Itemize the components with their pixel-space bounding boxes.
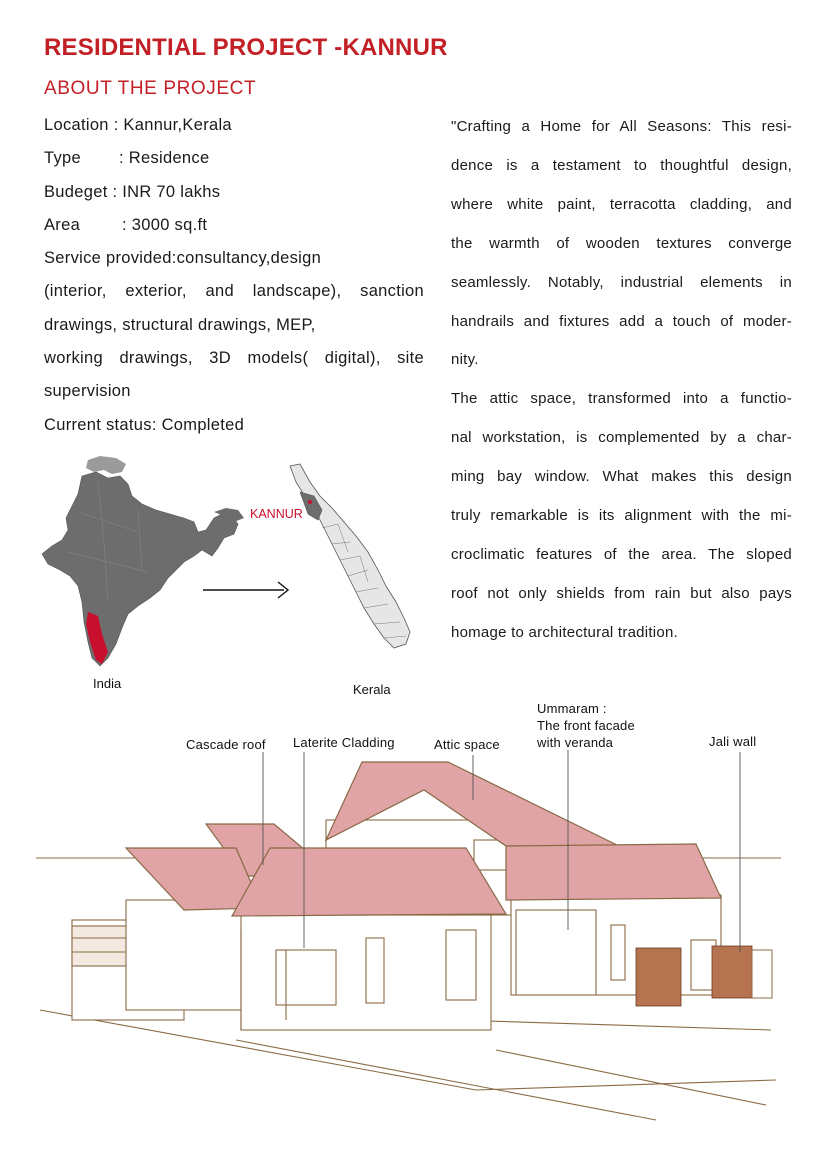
- house-drawing: [36, 700, 781, 1140]
- india-map: [42, 456, 244, 666]
- india-label: India: [93, 676, 122, 691]
- detail-services-line-4: working drawings, 3D models( digital), site: [44, 349, 424, 368]
- description-line: "Crafting a Home for All Seasons: This resi-: [451, 118, 792, 135]
- label-ummaram-line-3: with veranda: [537, 735, 614, 750]
- house-drawing-svg: [36, 700, 781, 1140]
- arrow-icon: [203, 582, 288, 598]
- description-line: homage to architectural tradition.: [451, 623, 678, 641]
- kerala-label: Kerala: [353, 682, 391, 697]
- page-title: RESIDENTIAL PROJECT -KANNUR: [44, 34, 448, 61]
- label-laterite-cladding: Laterite Cladding: [293, 735, 395, 750]
- label-jali-wall: Jali wall: [709, 734, 757, 749]
- maps-svg: [38, 452, 428, 702]
- kannur-label: KANNUR: [250, 507, 303, 521]
- detail-services-line-5: supervision: [44, 382, 131, 401]
- label-ummaram-line-1: Ummaram :: [537, 701, 607, 716]
- label-cascade-roof: Cascade roof: [186, 737, 266, 752]
- kerala-map: [290, 464, 410, 648]
- label-attic-space: Attic space: [434, 737, 500, 752]
- description-line: roof not only shields from rain but also pays: [451, 584, 792, 602]
- description-line: where white paint, terracotta cladding, and: [451, 195, 792, 213]
- detail-type-value: : Residence: [119, 149, 210, 168]
- detail-budget: Budeget : INR 70 lakhs: [44, 182, 221, 201]
- description-line: ming bay window. What makes this design: [451, 468, 792, 486]
- description-line: croclimatic features of the area. The sloped: [451, 545, 792, 563]
- detail-type: [44, 142, 424, 175]
- description-line: handrails and fixtures add a touch of moder-: [451, 312, 792, 330]
- description-line: the warmth of wooden textures converge: [451, 234, 792, 252]
- label-ummaram-line-2: The front facade: [537, 718, 635, 733]
- detail-area: [44, 209, 424, 242]
- detail-area-value: : 3000 sq.ft: [122, 215, 208, 234]
- description-line: seamlessly. Notably, industrial elements in: [451, 273, 792, 291]
- description-line: truly remarkable is its alignment with the mi-: [451, 507, 792, 525]
- label-ummaram: [537, 700, 635, 751]
- detail-type-key: Type: [44, 149, 81, 168]
- location-maps: [38, 452, 428, 702]
- detail-location: Location : Kannur,Kerala: [44, 116, 232, 134]
- description-line: dence is a testament to thoughtful design,: [451, 156, 792, 174]
- detail-area-key: Area: [44, 215, 81, 234]
- project-details: [44, 109, 424, 442]
- section-subtitle: ABOUT THE PROJECT: [44, 78, 257, 99]
- detail-status: Current status: Completed: [44, 415, 245, 434]
- description-line: nal workstation, is complemented by a char-: [451, 429, 792, 447]
- detail-services-line-3: drawings, structural drawings, MEP,: [44, 315, 316, 334]
- detail-services-line-2: (interior, exterior, and landscape), sanction: [44, 282, 424, 301]
- description-line: The attic space, transformed into a functio-: [451, 390, 792, 408]
- detail-services-line-1: Service provided:consultancy,design: [44, 249, 322, 268]
- project-description: [451, 108, 792, 653]
- description-line: nity.: [451, 351, 479, 369]
